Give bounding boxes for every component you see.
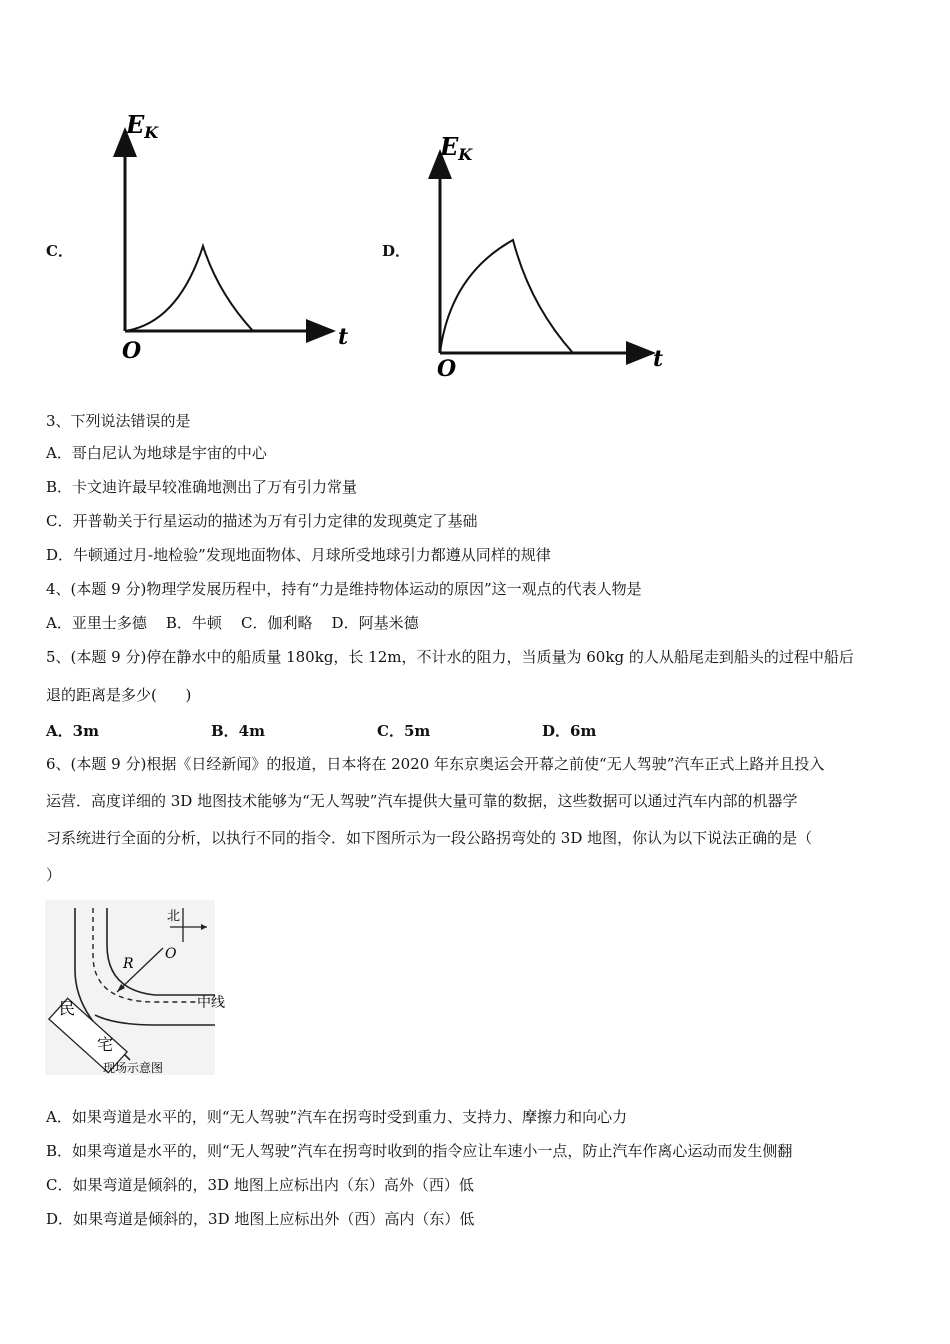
graph-d (425, 130, 680, 385)
q6-option-d: D．如果弯道是倾斜的，3D 地图上应标出外（西）高内（东）低 (46, 1210, 475, 1228)
compass-north-label: 北 (167, 909, 181, 924)
graph-d-option-label: D． (382, 242, 411, 260)
q5-option-d: D．6m (542, 722, 597, 740)
q4-options: A．亚里士多德 B．牛顿 C．伽利略 D．阿基米德 (46, 614, 419, 632)
q5-option-c: C．5m (377, 722, 431, 740)
q6-stem-line1: 6、(本题 9 分)根据《日经新闻》的报道，日本将在 2020 年东京奥运会开幕之前使“无人驾驶”汽车正式上路并且投入 (46, 755, 825, 773)
house-label-1: 民 (59, 999, 76, 1018)
midline-label: 中线 (197, 995, 225, 1011)
q3-stem: 3、下列说法错误的是 (46, 412, 191, 430)
graph-d-x-label: t (653, 346, 664, 372)
q3-option-a: A．哥白尼认为地球是宇宙的中心 (46, 444, 267, 462)
q6-stem-line3: 习系统进行全面的分析，以执行不同的指令．如下图所示为一段公路拐弯处的 3D 地图，你认为以下说法正确的是（ (46, 829, 813, 847)
road-figure (45, 900, 245, 1080)
q5-option-a: A．3m (46, 722, 99, 740)
q6-option-a: A．如果弯道是水平的，则“无人驾驶”汽车在拐弯时受到重力、支持力、摩擦力和向心力 (46, 1108, 628, 1126)
q3-option-b: B．卡文迪许最早较准确地测出了万有引力常量 (46, 478, 358, 496)
q6-stem-line2: 运营．高度详细的 3D 地图技术能够为“无人驾驶”汽车提供大量可靠的数据，这些数据可以通过汽车内部的机器学 (46, 792, 798, 810)
graph-c-y-label: $E_K$ (126, 110, 159, 142)
q5-stem-line2: 退的距离是多少( ) (46, 686, 192, 704)
q6-option-b: B．如果弯道是水平的，则“无人驾驶”汽车在拐弯时收到的指令应让车速小一点，防止汽车作离心运动而发生侧翻 (46, 1142, 793, 1160)
graph-d-y-label: $E_K$ (440, 132, 473, 164)
graph-c-x-label: t (338, 324, 349, 350)
q6-option-c: C．如果弯道是倾斜的，3D 地图上应标出内（东）高外（西）低 (46, 1176, 474, 1194)
graph-c-curve (125, 246, 253, 331)
q3-option-c: C．开普勒关于行星运动的描述为万有引力定律的发现奠定了基础 (46, 512, 478, 530)
radius-label: R (123, 956, 134, 972)
graph-d-origin: O (437, 356, 457, 382)
q6-stem-line4: ） (46, 866, 62, 884)
q5-option-b: B．4m (211, 722, 265, 740)
q4-stem: 4、(本题 9 分)物理学发展历程中，持有“力是维持物体运动的原因”这一观点的代表人物是 (46, 580, 642, 598)
figure-caption: 现场示意图 (103, 1061, 164, 1075)
house-label-2: 宅 (97, 1035, 114, 1054)
graph-d-curve (440, 240, 573, 353)
graph-c-origin: O (122, 338, 142, 363)
q5-stem-line1: 5、(本题 9 分)停在静水中的船质量 180kg，长 12m，不计水的阻力，当质量为 60kg 的人从船尾走到船头的过程中船后 (46, 648, 854, 666)
graph-c (108, 108, 358, 363)
q3-option-d: D．牛顿通过月-地检验”发现地面物体、月球所受地球引力都遵从同样的规律 (46, 546, 551, 564)
graph-c-option-label: C． (46, 242, 73, 260)
center-label: O (165, 946, 177, 962)
